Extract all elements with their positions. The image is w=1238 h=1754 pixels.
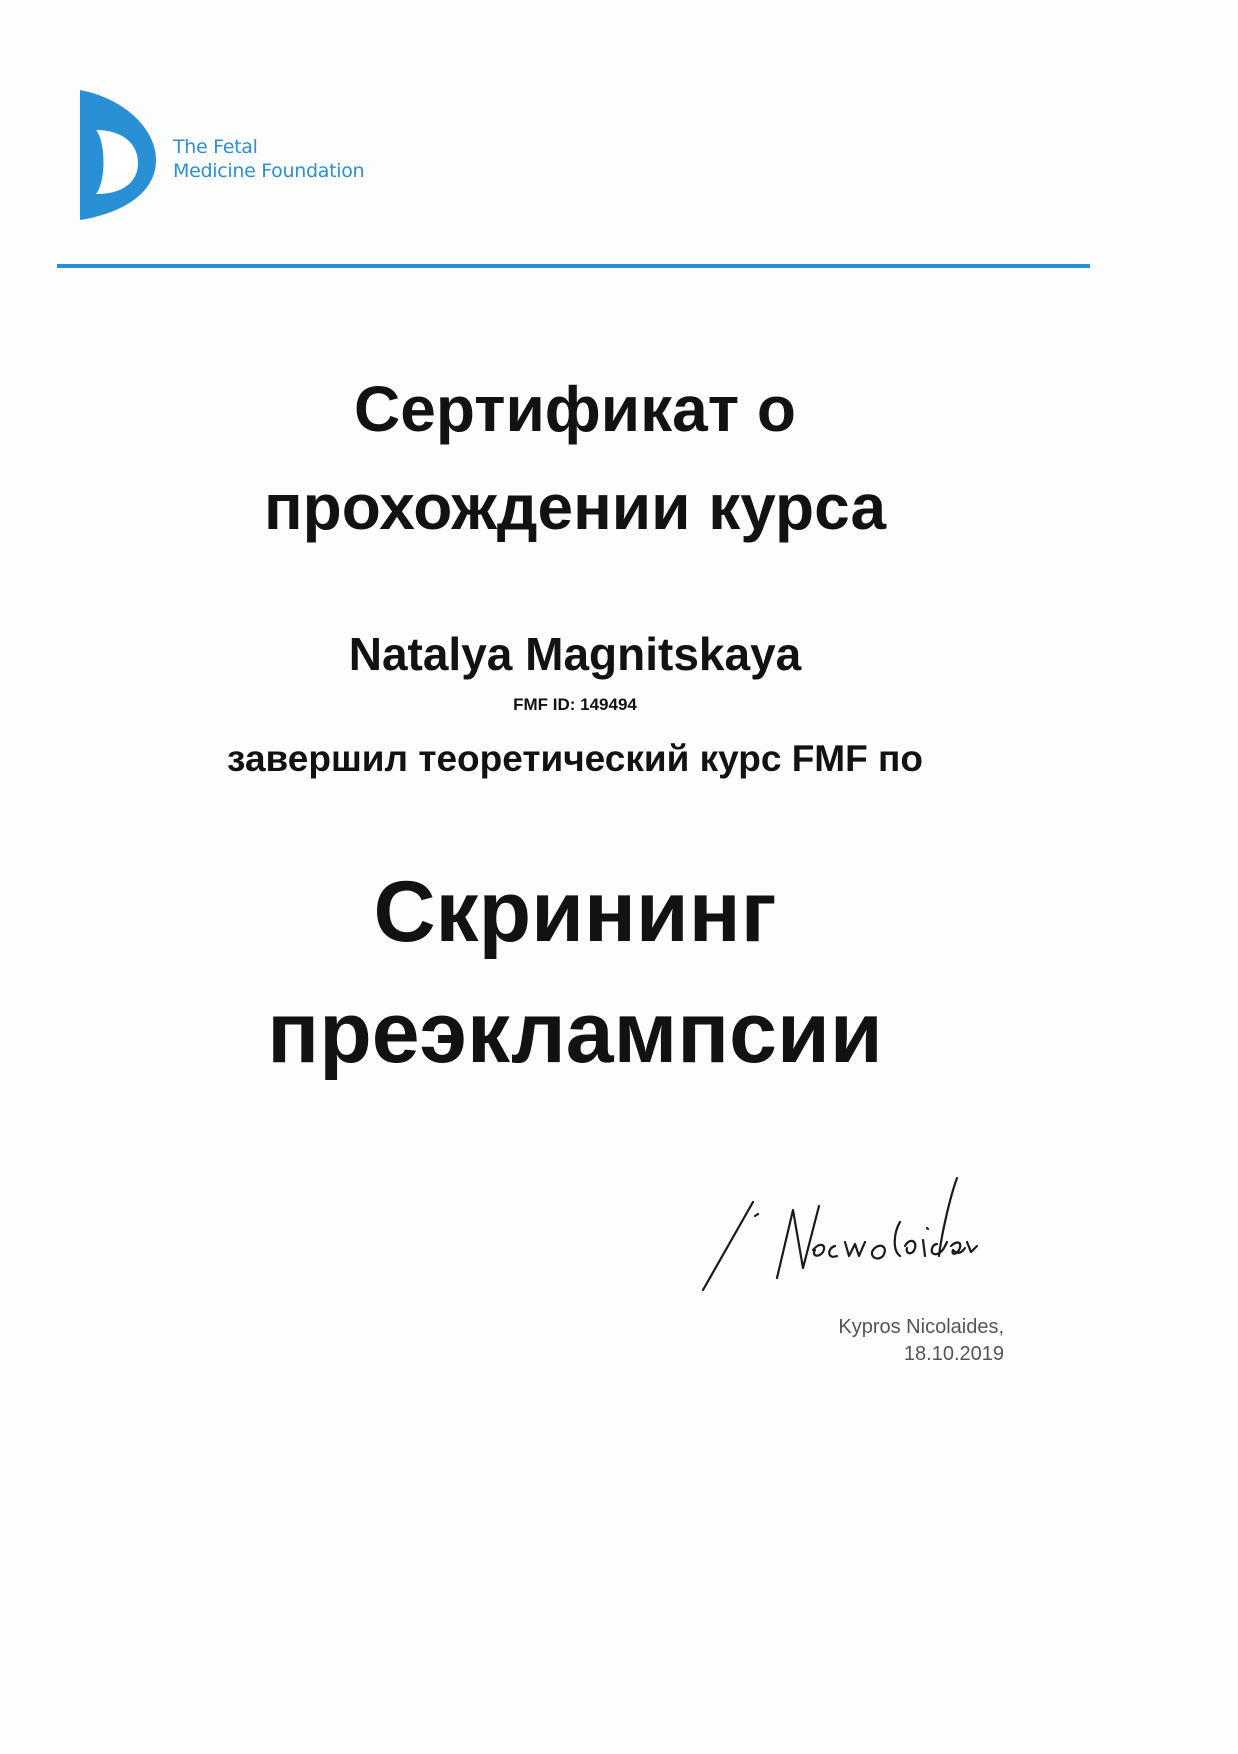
logo-wordmark bbox=[173, 135, 364, 183]
logo-line-1: The Fetal bbox=[173, 136, 258, 158]
course-name-line-1: Скрининг bbox=[373, 864, 777, 960]
certificate-title-line-1: Сертификат о bbox=[354, 373, 796, 445]
signer-block bbox=[838, 1314, 1004, 1368]
signature-date: 18.10.2019 bbox=[903, 1343, 1004, 1365]
signer-name: Kypros Nicolaides, bbox=[838, 1316, 1004, 1338]
recipient-name: Natalya Magnitskaya bbox=[348, 628, 802, 680]
course-name-line-2: преэклампсии bbox=[267, 985, 883, 1081]
header-divider bbox=[57, 264, 1090, 268]
fmf-logo-icon bbox=[78, 88, 158, 223]
fmf-logo bbox=[78, 88, 398, 223]
fmf-id: FMF ID: 149494 bbox=[513, 695, 637, 714]
handwritten-signature bbox=[695, 1150, 1015, 1305]
certificate-title-line-2: прохождении курса bbox=[263, 471, 887, 543]
completion-statement: завершил теоретический курс FMF по bbox=[227, 738, 923, 779]
logo-line-2: Medicine Foundation bbox=[173, 160, 365, 182]
